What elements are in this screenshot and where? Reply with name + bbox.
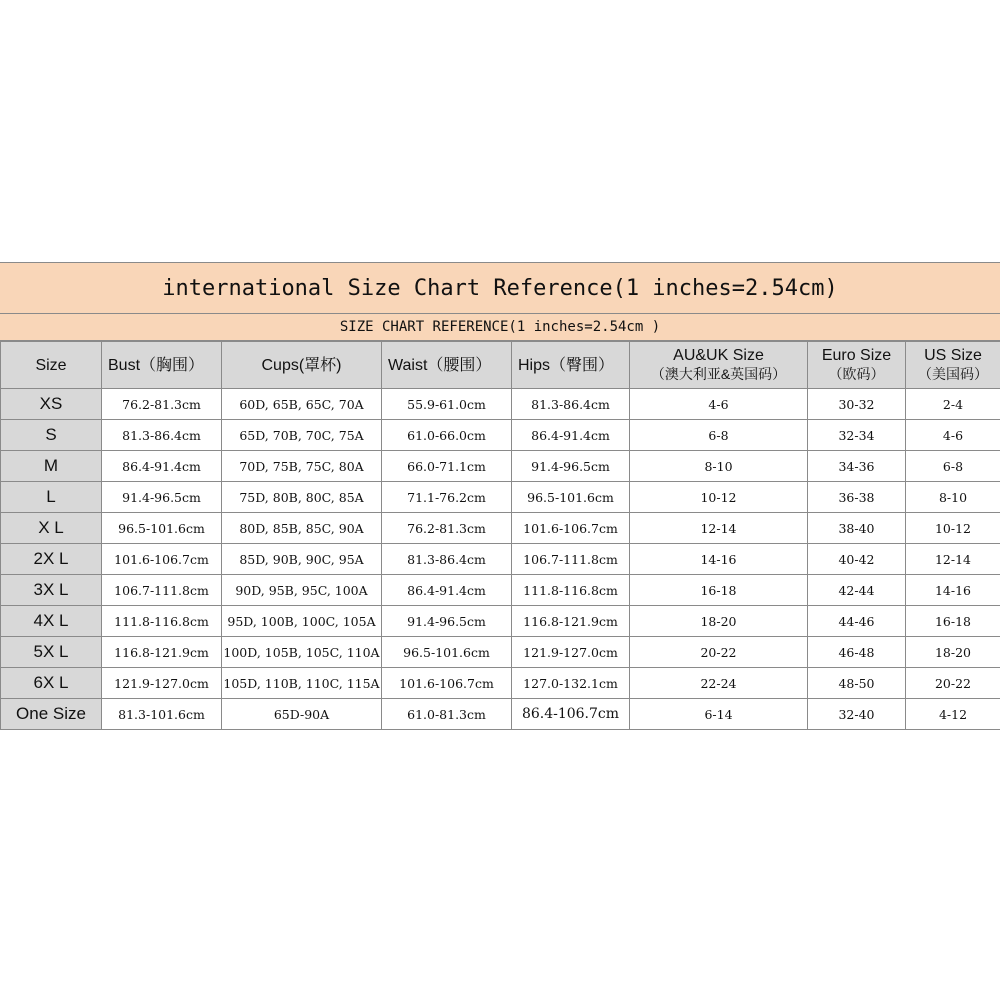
- bust-cell: 101.6-106.7cm: [102, 544, 222, 575]
- size-cell: S: [1, 420, 102, 451]
- hips-cell: 111.8-116.8cm: [512, 575, 630, 606]
- size-cell: XS: [1, 389, 102, 420]
- size-cell: 5X L: [1, 637, 102, 668]
- table-row: [1, 451, 1000, 482]
- header-euro-sublabel: （欧码）: [828, 366, 885, 382]
- bust-cell: 116.8-121.9cm: [102, 637, 222, 668]
- waist-cell: 101.6-106.7cm: [382, 668, 512, 699]
- auuk-cell: 16-18: [630, 575, 808, 606]
- hips-cell: 86.4-91.4cm: [512, 420, 630, 451]
- hips-cell: 81.3-86.4cm: [512, 389, 630, 420]
- auuk-cell: 10-12: [630, 482, 808, 513]
- auuk-cell: 6-14: [630, 699, 808, 730]
- auuk-cell: 18-20: [630, 606, 808, 637]
- header-size: Size: [1, 342, 102, 389]
- cups-cell: 75D, 80B, 80C, 85A: [222, 482, 382, 513]
- bust-cell: 76.2-81.3cm: [102, 389, 222, 420]
- hips-cell: 121.9-127.0cm: [512, 637, 630, 668]
- cups-cell: 90D, 95B, 95C, 100A: [222, 575, 382, 606]
- chart-title: international Size Chart Reference(1 inches=2.54cm): [0, 262, 1000, 314]
- header-auuk: [630, 342, 808, 389]
- euro-cell: 32-34: [808, 420, 906, 451]
- size-cell: 2X L: [1, 544, 102, 575]
- hips-cell: 86.4-106.7cm: [512, 699, 630, 730]
- hips-cell: 91.4-96.5cm: [512, 451, 630, 482]
- auuk-cell: 14-16: [630, 544, 808, 575]
- table-row: [1, 420, 1000, 451]
- hips-cell: 96.5-101.6cm: [512, 482, 630, 513]
- us-cell: 6-8: [906, 451, 1000, 482]
- table-row: [1, 389, 1000, 420]
- euro-cell: 40-42: [808, 544, 906, 575]
- bust-cell: 121.9-127.0cm: [102, 668, 222, 699]
- waist-cell: 81.3-86.4cm: [382, 544, 512, 575]
- us-cell: 2-4: [906, 389, 1000, 420]
- table-row: [1, 606, 1000, 637]
- euro-cell: 42-44: [808, 575, 906, 606]
- hips-cell: 101.6-106.7cm: [512, 513, 630, 544]
- table-row: [1, 699, 1000, 730]
- cups-cell: 105D, 110B, 110C, 115A: [222, 668, 382, 699]
- euro-cell: 48-50: [808, 668, 906, 699]
- hips-cell: 127.0-132.1cm: [512, 668, 630, 699]
- waist-cell: 76.2-81.3cm: [382, 513, 512, 544]
- us-cell: 4-6: [906, 420, 1000, 451]
- table-row: [1, 513, 1000, 544]
- euro-cell: 32-40: [808, 699, 906, 730]
- bust-cell: 81.3-86.4cm: [102, 420, 222, 451]
- size-cell: 3X L: [1, 575, 102, 606]
- us-cell: 8-10: [906, 482, 1000, 513]
- header-cups: Cups(罩杯): [222, 342, 382, 389]
- waist-cell: 66.0-71.1cm: [382, 451, 512, 482]
- euro-cell: 46-48: [808, 637, 906, 668]
- waist-cell: 86.4-91.4cm: [382, 575, 512, 606]
- bust-cell: 106.7-111.8cm: [102, 575, 222, 606]
- header-us: [906, 342, 1000, 389]
- auuk-cell: 4-6: [630, 389, 808, 420]
- us-cell: 20-22: [906, 668, 1000, 699]
- header-euro: [808, 342, 906, 389]
- header-row: [1, 342, 1000, 389]
- cups-cell: 65D, 70B, 70C, 75A: [222, 420, 382, 451]
- euro-cell: 44-46: [808, 606, 906, 637]
- us-cell: 16-18: [906, 606, 1000, 637]
- bust-cell: 86.4-91.4cm: [102, 451, 222, 482]
- size-chart: [0, 262, 1000, 730]
- header-us-sublabel: （美国码）: [918, 366, 988, 382]
- euro-cell: 30-32: [808, 389, 906, 420]
- auuk-cell: 20-22: [630, 637, 808, 668]
- waist-cell: 61.0-81.3cm: [382, 699, 512, 730]
- cups-cell: 80D, 85B, 85C, 90A: [222, 513, 382, 544]
- header-bust: Bust（胸围）: [102, 342, 222, 389]
- cups-cell: 85D, 90B, 90C, 95A: [222, 544, 382, 575]
- bust-cell: 111.8-116.8cm: [102, 606, 222, 637]
- header-hips: Hips（臀围）: [512, 342, 630, 389]
- us-cell: 18-20: [906, 637, 1000, 668]
- us-cell: 10-12: [906, 513, 1000, 544]
- euro-cell: 38-40: [808, 513, 906, 544]
- bust-cell: 91.4-96.5cm: [102, 482, 222, 513]
- table-row: [1, 482, 1000, 513]
- auuk-cell: 12-14: [630, 513, 808, 544]
- us-cell: 4-12: [906, 699, 1000, 730]
- table-row: [1, 637, 1000, 668]
- cups-cell: 60D, 65B, 65C, 70A: [222, 389, 382, 420]
- size-cell: 6X L: [1, 668, 102, 699]
- size-cell: One Size: [1, 699, 102, 730]
- header-us-label: US Size: [924, 347, 982, 364]
- table-row: [1, 544, 1000, 575]
- auuk-cell: 8-10: [630, 451, 808, 482]
- hips-cell: 106.7-111.8cm: [512, 544, 630, 575]
- bust-cell: 96.5-101.6cm: [102, 513, 222, 544]
- waist-cell: 61.0-66.0cm: [382, 420, 512, 451]
- euro-cell: 34-36: [808, 451, 906, 482]
- size-cell: M: [1, 451, 102, 482]
- auuk-cell: 6-8: [630, 420, 808, 451]
- size-table: [0, 341, 1000, 730]
- size-cell: X L: [1, 513, 102, 544]
- cups-cell: 95D, 100B, 100C, 105A: [222, 606, 382, 637]
- chart-subtitle: SIZE CHART REFERENCE(1 inches=2.54cm ): [0, 314, 1000, 341]
- table-row: [1, 668, 1000, 699]
- cups-cell: 100D, 105B, 105C, 110A: [222, 637, 382, 668]
- size-cell: L: [1, 482, 102, 513]
- waist-cell: 55.9-61.0cm: [382, 389, 512, 420]
- waist-cell: 71.1-76.2cm: [382, 482, 512, 513]
- header-auuk-sublabel: （澳大利亚&英国码）: [650, 366, 787, 382]
- size-cell: 4X L: [1, 606, 102, 637]
- us-cell: 14-16: [906, 575, 1000, 606]
- cups-cell: 70D, 75B, 75C, 80A: [222, 451, 382, 482]
- us-cell: 12-14: [906, 544, 1000, 575]
- cups-cell: 65D-90A: [222, 699, 382, 730]
- header-waist: Waist（腰围）: [382, 342, 512, 389]
- euro-cell: 36-38: [808, 482, 906, 513]
- bust-cell: 81.3-101.6cm: [102, 699, 222, 730]
- table-row: [1, 575, 1000, 606]
- auuk-cell: 22-24: [630, 668, 808, 699]
- waist-cell: 91.4-96.5cm: [382, 606, 512, 637]
- waist-cell: 96.5-101.6cm: [382, 637, 512, 668]
- header-euro-label: Euro Size: [821, 347, 892, 364]
- header-auuk-label: AU&UK Size: [673, 347, 764, 364]
- hips-cell: 116.8-121.9cm: [512, 606, 630, 637]
